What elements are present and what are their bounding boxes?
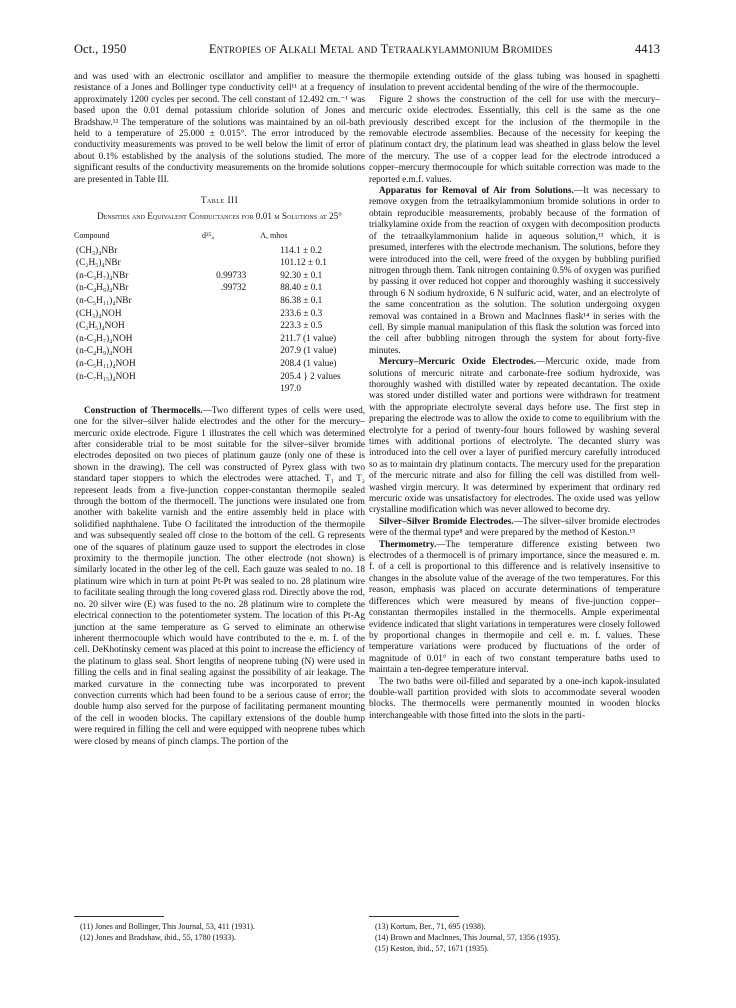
footnote: (12) Jones and Bradshaw, ibid., 55, 1780 (1933). (80, 933, 236, 942)
data-table (74, 230, 365, 396)
compound-cell: (n-C₅H₁₁)₄NBr (76, 296, 132, 307)
compound-cell: (n-C₄H₉)₄NOH (76, 346, 133, 357)
compound-cell: (n-C₃H₇)₄NBr (76, 270, 129, 281)
density-cell (202, 320, 260, 333)
conductance-cell: 223.3 ± 0.5 (280, 321, 323, 332)
table-row (74, 245, 365, 258)
paragraph (369, 186, 660, 357)
table-row (74, 320, 365, 333)
conductance-cell: 233.6 ± 0.3 (280, 308, 323, 319)
conductance-cell: 208.4 (1 value) (280, 359, 337, 369)
section-heading: Thermometry. (379, 539, 437, 550)
table-row (74, 295, 365, 308)
compound-cell: (n-C₇H₁₅)₄NOH (76, 371, 136, 382)
footnote: (13) Kortum, Ber., 71, 695 (1938). (375, 922, 486, 931)
table-row (74, 270, 365, 283)
conductance-cell: 197.0 (280, 384, 302, 395)
table-label: Table III (200, 196, 239, 207)
density-cell (202, 245, 260, 258)
compound-cell: (CH₃)₄NOH (76, 308, 122, 319)
footnote: (11) Jones and Bollinger, This Journal, 53, 411 (1931). (80, 922, 255, 931)
compound-cell: (n-C₅H₁₁)₄NOH (76, 359, 136, 369)
paragraph (369, 517, 660, 540)
footnote-rule (74, 916, 164, 917)
density-cell (202, 308, 260, 321)
paragraph: and was used with an electronic oscillator and amplifier to measure the resistance of a Jones and Bollinger type conductivity cell¹¹ at a frequency of approximately 1200 cycles per second. The cell constant of 12.492 cm.⁻¹ was based upon the 0.01 demal potassium chloride solution of Jones and Bradshaw.¹² The temperature of the solutions was maintained by an oil-bath held to a temperature of 25.000 ± 0.015°. The error introduced by the conductivity measurements was proved to be well below the limit of error of about 0.1% established by the analysis of the solutions studied. The more significant results of the conductivity measurements on the bromide solutions are presented in Table III. (74, 72, 365, 185)
compound-cell: (n-C₃H₇)₄NOH (76, 333, 133, 344)
conductance-cell: 211.7 (1 value) (280, 333, 337, 344)
table-row (74, 333, 365, 346)
paragraph-text: —It was necessary to remove oxygen from the tetraalkylammonium bromide solutions in order to obtain reproducible measurements, probably because of the formation of trialkylamine oxide from the reaction of oxygen with decomposition products of the tetraalkylammonium halide in aqueous solution,¹³ which, it is presumed, interferes with the electrode mechanism. The solutions, before they were introduced into the cell, were freed of the oxygen by bubbling purified nitrogen through them. Tank nitrogen containing 0.5% of oxygen was purified by passing it over reduced hot copper and thoroughly washing it successively through 6 N sodium hydroxide, 6 N sulfuric acid, water, and an electrolyte of the same concentration as the solution. The solution undergoing oxygen removal was contained in a Brown and MacInnes flask¹⁴ in series with the cell. By simple manual manipulation of this flask the solution was forced into the cell after bubbling nitrogen through the system for about forty-five minutes. (369, 186, 661, 356)
paragraph-text: —Two different types of cells were used, one for the silver–silver halide electrodes and the other for the mercury–mercuric oxide electrode. Figure 1 illustrates the cell which was determined after considerable trial to be most suitable for the silver–silver bromide electrodes deposited on two pieces of platinum gauze (only one of these is shown in the drawing). The cell was constructed of Pyrex glass with two standard taper stoppers to which the electrodes were attached. T₁ and T₂ represent leads from a five-junction copper-constantan thermopile sealed through the bottom of the thermocell. The junctions were insulated one from another with bakelite varnish and the entire assembly held in place with solidified naphthalene. Tube O facilitated the introduction of the thermopile and was subsequently sealed off close to the bottom of the cell. G represents one of the squares of platinum gauze used to support the electrodes in close proximity to the thermopile junction. The other electrode (not shown) is similarly located in the other leg of the cell. Each gauze was sealed to no. 18 platinum wire which in turn at point Pt-Pt was sealed to no. 28 platinum wire to facilitate sealing through the long covered glass rod. Directly above the rod, no. 20 silver wire (E) was fused to the no. 28 platinum wire to complete the electrical connection to the potentiometer system. The location of this Pt-Ag junction at the same temperature as G served to eliminate an otherwise inherent thermocouple which would have contributed to the e. m. f. of the cell. DeKhotinsky cement was placed at this point to increase the efficiency of the platinum to glass seal. Short lengths of neoprene tubing (N) were used in filling the cells and in final sealing against the possibility of air leakage. The marked curvature in the connecting tube was incorporated to prevent convection currents which had been found to be a serious cause of error; the double hump also served for the purpose of facilitating permanent mounting of the cell in wooden blocks. The capillary extensions of the double hump were required in filling the cell and were equipped with neoprene tubes which were closed by means of pinch clamps. The portion of the (74, 405, 366, 747)
section-heading: Construction of Thermocells. (84, 405, 203, 416)
conductance-cell: 101.12 ± 0.1 (280, 258, 327, 269)
density-cell (202, 333, 260, 346)
running-head (74, 42, 660, 58)
footnotes-left (74, 916, 365, 943)
issue-date: Oct., 1950 (74, 42, 127, 56)
right-column (369, 72, 660, 722)
table-row (74, 345, 365, 358)
table-iii (74, 196, 365, 396)
column-header: d²⁵₄ (202, 231, 215, 241)
paragraph-text: —The silver–silver bromide electrodes were of the thermal type⁸ and were prepared by the method of Keston.¹⁵ (369, 516, 660, 539)
section-heading: Silver–Silver Bromide Electrodes. (379, 516, 514, 527)
compound-cell: (n-C₄H₉)₄NBr (76, 283, 129, 294)
footnote: (15) Keston, ibid., 57, 1671 (1935). (375, 944, 489, 953)
page-number: 4413 (634, 42, 660, 56)
density-cell (202, 358, 260, 371)
density-cell (202, 345, 260, 358)
table-row (74, 371, 365, 384)
conductance-cell: 207.9 (1 value) (280, 346, 337, 357)
paragraph (369, 357, 660, 517)
density-cell (202, 295, 260, 308)
conductance-cell: 114.1 ± 0.2 (280, 245, 322, 256)
article-title: Entropies of Alkali Metal and Tetraalkylammonium Bromides (208, 42, 553, 56)
conductance-cell: 86.38 ± 0.1 (280, 296, 323, 307)
paragraph (369, 540, 660, 677)
conductance-cell: 88.40 ± 0.1 (280, 283, 323, 294)
footnotes-right (369, 916, 660, 954)
conductance-cell: 92.30 ± 0.1 (280, 270, 323, 281)
section-heading: Apparatus for Removal of Air from Solutions. (379, 186, 574, 197)
footnote: (14) Brown and MacInnes, This Journal, 57, 1356 (1935). (375, 933, 561, 942)
footnote-rule (369, 916, 459, 917)
paragraph-text: —Mercuric oxide, made from solutions of mercuric nitrate and carbonate-free sodium hydroxide, was thoroughly washed with distilled water by repeated decantation. The oxide was stored under distilled water and portions were withdrawn for treatment with the appropriate electrolyte several days before use. The first step in preparing the electrode was to allow the oxide to come to equilibrium with the electrolyte for a period of twenty-four hours followed by washing several times with additional portions of electrolyte. The decanted slurry was introduced into the cell over a layer of purified mercury carefully introduced so as to maintain dry platinum contacts. The mercury used for the preparation of the mercuric nitrate and also for filling the cell was distilled from well-washed virgin mercury. It was determined by experiment that ordinary red mercuric oxide was unsatisfactory for electrodes. The oxide used was yellow crystalline modification which was never allowed to become dry. (369, 357, 660, 516)
compound-cell: (C₂H₅)₄NOH (76, 321, 125, 332)
compound-cell: (C₂H₅)₄NBr (76, 258, 121, 269)
table-row (74, 282, 365, 295)
density-cell (202, 383, 260, 396)
density-cell (202, 371, 260, 384)
table-row (74, 383, 365, 396)
column-header: Compound (74, 231, 110, 241)
density-cell (202, 257, 260, 270)
table-row (74, 358, 365, 371)
paragraph: The two baths were oil-filled and separated by a one-inch kapok-insulated double-wall partition provided with slots to accommodate several wooden blocks. The thermocells were permanently mounted in wooden blocks interchangeable with those fitted into the slots in the parti- (369, 676, 660, 721)
section-heading: Mercury–Mercuric Oxide Electrodes. (379, 357, 536, 368)
compound-cell (74, 383, 202, 396)
compound-cell: (CH₃)₄NBr (76, 245, 118, 256)
density-cell: 0.99733 (216, 270, 247, 281)
table-header-row (74, 230, 365, 244)
paragraph (74, 406, 365, 748)
paragraph: thermopile extending outside of the glass tubing was housed in spaghetti insulation to prevent accidental bending of the wire of the thermocouple. (369, 72, 660, 94)
left-column (74, 72, 365, 748)
table-row (74, 308, 365, 321)
table-caption: Densities and Equivalent Conductances for 0.01 m Solutions at 25° (96, 211, 342, 222)
density-cell: .99732 (220, 283, 247, 294)
column-header: Λ, mhos (260, 231, 288, 241)
table-row (74, 257, 365, 270)
paragraph-text: —The temperature difference existing between two electrodes of a thermocell is of primary importance, since the measured e. m. f. of a cell is proportional to this difference and is relatively insensitive to changes in the absolute value of the average of the two temperatures. For this reason, emphasis was placed on accurate determinations of temperature differences which were measured by means of five-junction copper–constantan thermopiles installed in the thermocells. Ample experimental evidence indicated that slight variations in temperatures were closely followed by proportional changes in thermopile and cell e. m. f. values. These temperature variations were produced by fluctuations of the order of magnitude of 0.01° in each of two constant temperature baths used to maintain a ten-degree temperature interval. (369, 539, 660, 676)
conductance-cell: 205.4 } 2 values (280, 371, 341, 382)
paragraph: Figure 2 shows the construction of the cell for use with the mercury–mercuric oxide electrodes. Essentially, this cell is the same as the one previously described except for the inclusion of the thermopile in the removable electrode assemblies. Because of the necessity for keeping the platinum contact dry, the platinum lead was sheathed in glass below the level of the mercury. The use of a copper lead for the electrode introduced a copper–mercury thermocouple for which suitable correction was made to the reported e.m.f. values. (369, 94, 660, 185)
